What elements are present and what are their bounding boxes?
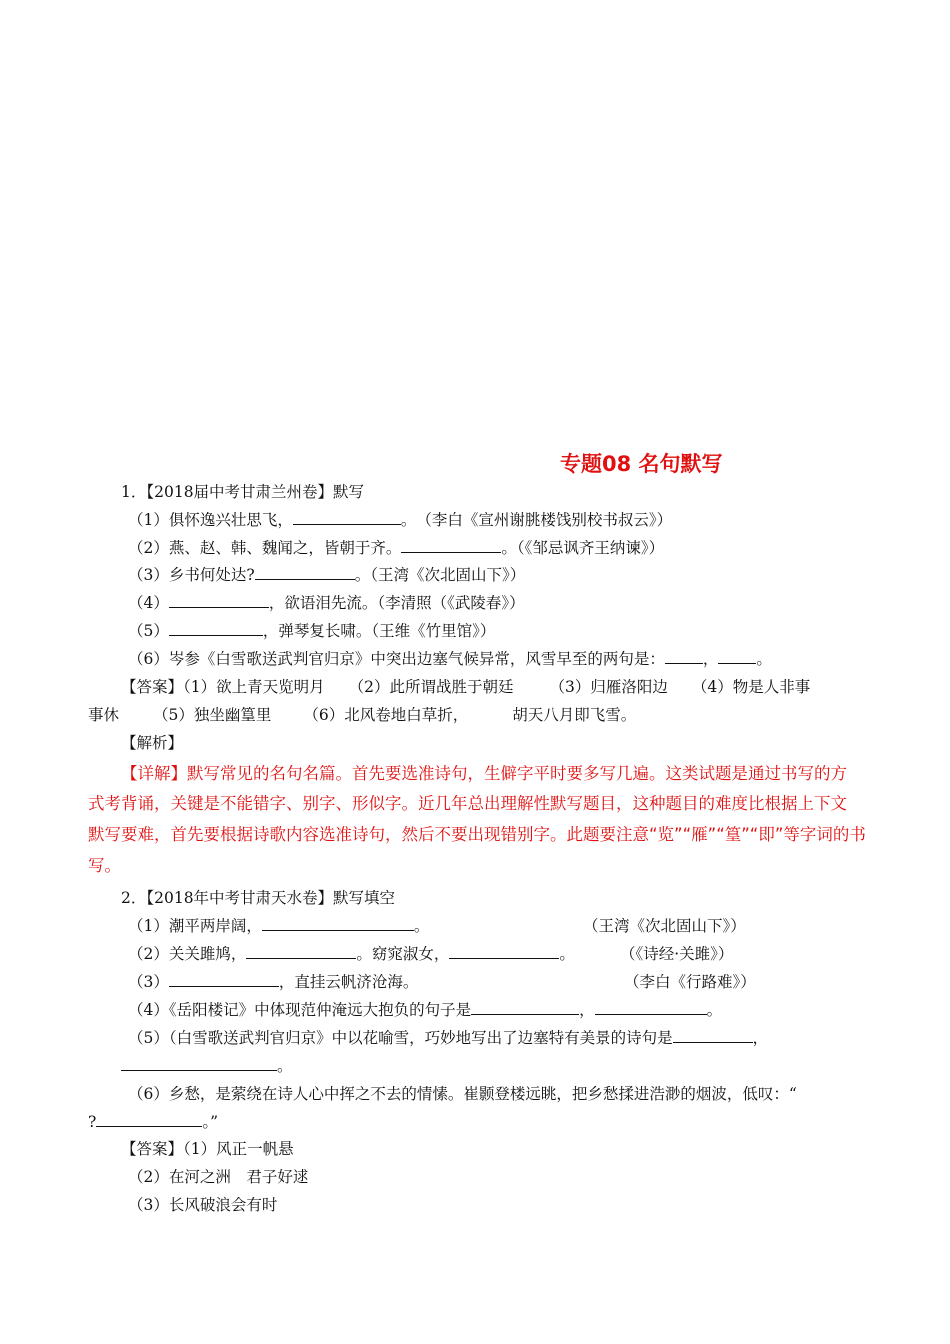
q2-item-6-cont: ? 。” (88, 1113, 218, 1131)
answer-label: 【答案】 (121, 678, 184, 696)
blank[interactable] (169, 593, 269, 608)
blank[interactable] (121, 1056, 277, 1071)
q2-answer-2: （2）在河之洲 君子好逑 (128, 1168, 309, 1186)
blank[interactable] (246, 944, 356, 959)
q1-item-5: （5） ，弹琴复长啸。（王维《竹里馆》） (128, 622, 496, 640)
q2-answer-3: （3）长风破浪会有时 (128, 1196, 278, 1214)
blank[interactable] (401, 538, 501, 553)
page-title: 专题08 名句默写 (560, 452, 723, 476)
q2-item-6: （6）乡愁，是萦绕在诗人心中挥之不去的情愫。崔颢登楼远眺，把乡愁揉进浩渺的烟波，低叹：“ (128, 1085, 797, 1103)
q1-detail-line-1: 【详解】默写常见的名句名篇。首先要选准诗句，生僻字平时要多写几遍。这类试题是通过书写的方 (121, 764, 847, 783)
q1-answer-line-1: 【答案】（1）欲上青天览明月 （2）此所谓战胜于朝廷 （3）归雁洛阳边 （4）物是人非事 (121, 678, 811, 696)
q2-item-4: （4）《岳阳楼记》中体现范仲淹远大抱负的句子是 ， 。 (128, 1001, 723, 1019)
question-1-header: 1．【2018届中考甘肃兰州卷】默写 (121, 483, 365, 501)
blank[interactable] (471, 1000, 579, 1015)
q1-detail-line-3: 默写要难，首先要根据诗歌内容选准诗句，然后不要出现错别字。此题要注意“览”“雁”“篁”“即”等字词的书 (88, 825, 866, 844)
blank[interactable] (96, 1112, 202, 1127)
q2-item-5-cont: 。 (121, 1056, 293, 1076)
answer-label: 【答案】 (121, 1140, 184, 1158)
q2-item-2-source: （《诗经·关雎》） (620, 945, 734, 963)
q2-item-1: （1）潮平两岸阔， 。 (128, 917, 430, 935)
blank[interactable] (595, 1000, 707, 1015)
q2-item-2: （2）关关雎鸠， 。窈窕淑女， 。 (128, 945, 575, 963)
q2-item-3-source: （李白《行路难》） (624, 973, 756, 991)
q1-item-3: （3）乡书何处达? 。（王湾《次北固山下》） (128, 566, 526, 584)
blank[interactable] (673, 1028, 753, 1043)
blank[interactable] (718, 649, 756, 664)
blank[interactable] (665, 649, 703, 664)
q1-item-4: （4） ，欲语泪先流。（李清照（《武陵春》） (128, 594, 525, 612)
q1-item-6: （6）岑参《白雪歌送武判官归京》中突出边塞气候异常，风雪早至的两句是： ， 。 (128, 650, 772, 668)
q1-detail-line-2: 式考背诵，关键是不能错字、别字、形似字。近几年总出理解性默写题目，这种题目的难度比根据上下文 (88, 794, 847, 813)
q2-item-5: （5）（白雪歌送武判官归京》中以花喻雪，巧妙地写出了边塞特有美景的诗句是 ， (128, 1029, 769, 1047)
q1-item-2: （2）燕、赵、韩、魏闻之，皆朝于齐。 。（《邹忌讽齐王纳谏》） (128, 539, 665, 557)
question-2-header: 2．【2018年中考甘肃天水卷】默写填空 (121, 889, 396, 907)
q2-item-3: （3） ，直挂云帆济沧海。 (128, 973, 419, 991)
q1-answer-line-2: 事休 （5）独坐幽篁里 （6）北风卷地白草折， 胡天八月即飞雪。 (88, 706, 637, 724)
q2-item-1-source: （王湾《次北固山下》） (583, 917, 746, 935)
blank[interactable] (449, 944, 559, 959)
blank[interactable] (169, 972, 279, 987)
q2-answer-1: 【答案】（1）风正一帆悬 (121, 1140, 294, 1158)
blank[interactable] (169, 621, 263, 636)
q1-detail-line-4: 写。 (88, 856, 121, 875)
blank[interactable] (255, 565, 355, 580)
q1-item-1: （1）俱怀逸兴壮思飞， 。 （李白《宣州谢朓楼饯别校书叔云》） (128, 511, 673, 529)
blank[interactable] (293, 510, 401, 525)
blank[interactable] (262, 916, 414, 931)
q1-analysis-label: 【解析】 (121, 734, 184, 752)
